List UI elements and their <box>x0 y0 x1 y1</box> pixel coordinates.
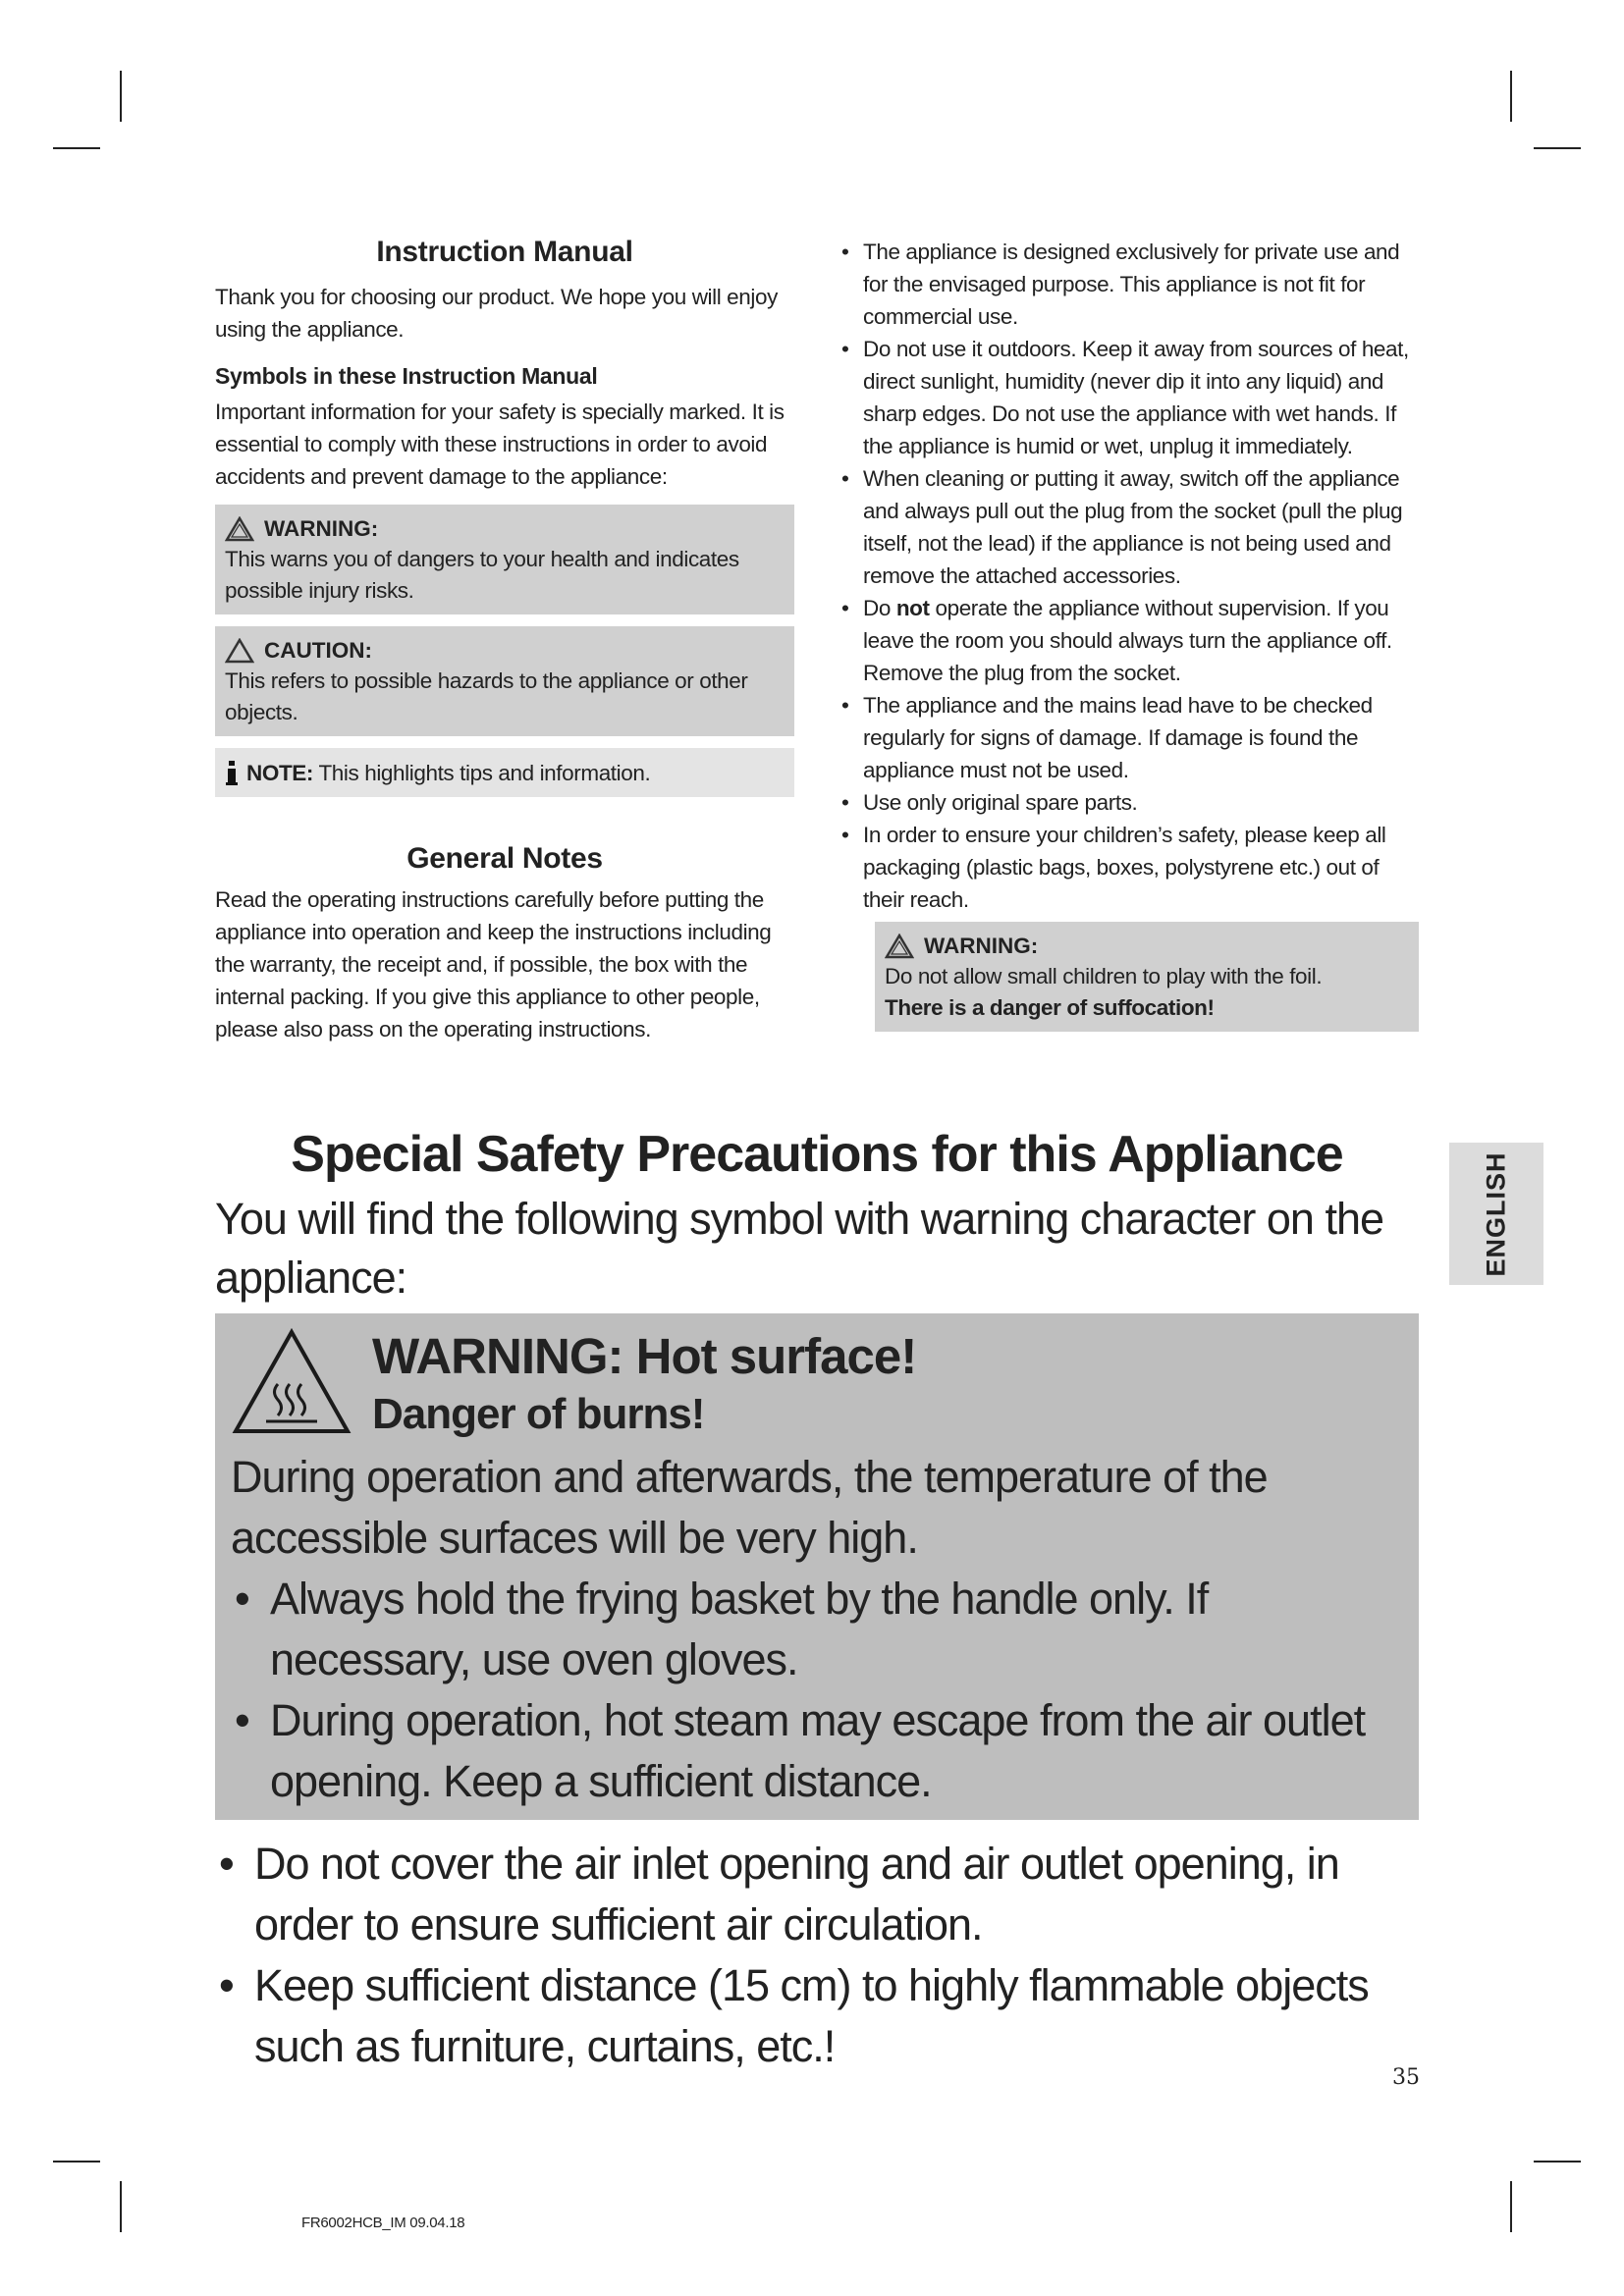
general-notes-title: General Notes <box>406 842 603 875</box>
list-item: • Always hold the frying basket by the handle only. If necessary, use oven gloves. <box>235 1574 1209 1684</box>
symbols-text: Important information for your safety is specially marked. It is essential to comply with these instructions in order to avoid accidents and prevent damage to the appliance: <box>215 400 785 489</box>
footer-code: FR6002HCB_IM 09.04.18 <box>301 2215 465 2231</box>
suffocation-warning-text: Do not allow small children to play with the foil. <box>885 964 1323 988</box>
crop-mark <box>1534 2161 1581 2163</box>
suffocation-warning-heading <box>885 932 1409 961</box>
caution-text: This refers to possible hazards to the appliance or other objects. <box>225 668 748 724</box>
do-prefix: Do <box>863 596 891 620</box>
symbols-heading: Symbols in these Instruction Manual <box>215 363 598 389</box>
suffocation-warning-bold: There is a danger of suffocation! <box>885 995 1215 1020</box>
hot-surface-bullets <box>231 1569 1403 1812</box>
crop-mark <box>1534 147 1581 149</box>
warning-triangle-icon <box>885 934 914 959</box>
list-item: • The appliance and the mains lead have to be checked regularly for signs of damage. If damage is found the appliance must not be used. <box>841 693 1373 782</box>
crop-mark <box>1510 2181 1512 2232</box>
hot-surface-icon <box>231 1327 352 1437</box>
crop-mark <box>53 147 100 149</box>
crop-mark <box>53 2161 100 2163</box>
burn-danger-subtitle: Danger of burns! <box>372 1390 705 1438</box>
list-item: • Do not operate the appliance without supervision. If you leave the room you should always turn the appliance off. Remove the plug from the socket. <box>841 596 1392 685</box>
hot-surface-text: During operation and afterwards, the temperature of the accessible surfaces will be very high. <box>231 1452 1268 1563</box>
intro-text: Thank you for choosing our product. We hope you will enjoy using the appliance. <box>215 285 778 342</box>
list-item: • During operation, hot steam may escape from the air outlet opening. Keep a sufficient distance. <box>235 1695 1366 1806</box>
note-label: NOTE: <box>246 761 313 785</box>
list-item: • Keep sufficient distance (15 cm) to highly flammable objects such as furniture, curtains, etc.! <box>219 1960 1369 2071</box>
safety-bullet-list <box>839 236 1419 916</box>
warning-box <box>215 505 794 614</box>
special-safety-section <box>215 1119 1419 2077</box>
not-emphasis: not <box>895 596 930 620</box>
hot-surface-warning-box <box>215 1313 1419 1820</box>
left-column <box>215 236 794 1045</box>
instruction-manual-title: Instruction Manual <box>376 236 633 268</box>
warning-triangle-icon <box>225 516 254 542</box>
special-safety-intro: You will find the following symbol with warning character on the appliance: <box>215 1194 1384 1303</box>
note-text: This highlights tips and information. <box>318 761 651 785</box>
hot-surface-heading <box>231 1327 1403 1443</box>
right-column <box>839 236 1419 1032</box>
caution-label: CAUTION: <box>264 638 372 663</box>
page-number: 35 <box>1392 2065 1420 2090</box>
list-item: • The appliance is designed exclusively for private use and for the envisaged purpose. This appliance is not fit for commercial use. <box>841 240 1400 329</box>
caution-heading <box>225 636 785 666</box>
list-item: • When cleaning or putting it away, switch off the appliance and always pull out the plug from the socket (pull the plug itself, not the lead) if the appliance is not being used and remove the attached accessories. <box>841 466 1403 588</box>
note-box <box>215 748 794 797</box>
list-item: • Use only original spare parts. <box>841 790 1138 815</box>
warning-text: This warns you of dangers to your health and indicates possible injury risks. <box>225 547 739 603</box>
special-safety-title: Special Safety Precautions for this Appliance <box>291 1126 1343 1183</box>
note-line <box>225 758 785 789</box>
suffocation-warning-box <box>875 922 1419 1032</box>
list-item: • Do not cover the air inlet opening and air outlet opening, in order to ensure sufficient air circulation. <box>219 1839 1339 1949</box>
crop-mark <box>120 71 122 122</box>
caution-box <box>215 626 794 736</box>
special-safety-bullets <box>215 1834 1419 2077</box>
warning-label: WARNING: <box>264 516 379 541</box>
list-item: • In order to ensure your children’s safety, please keep all packaging (plastic bags, boxes, polystyrene etc.) out of their reach. <box>841 823 1386 912</box>
caution-triangle-icon <box>225 638 254 664</box>
hot-surface-title: WARNING: Hot surface! <box>372 1328 917 1384</box>
crop-mark <box>1510 71 1512 122</box>
list-item: • Do not use it outdoors. Keep it away from sources of heat, direct sunlight, humidity (never dip it into any liquid) and sharp edges. Do not use the appliance with wet hands. If the appliance is humid or wet, unplug it immediately. <box>841 337 1409 458</box>
language-tab <box>1449 1143 1543 1285</box>
info-icon <box>225 760 239 787</box>
crop-mark <box>120 2181 122 2232</box>
warning-heading <box>225 514 785 544</box>
language-label: ENGLISH <box>1481 1150 1511 1277</box>
general-notes-text: Read the operating instructions carefully before putting the appliance into operation and keep the instructions including the warranty, the receipt and, if possible, the box with the internal packing. If you give this appliance to other people, please also pass on the operating instructions. <box>215 887 772 1041</box>
warning-label: WARNING: <box>924 934 1039 958</box>
